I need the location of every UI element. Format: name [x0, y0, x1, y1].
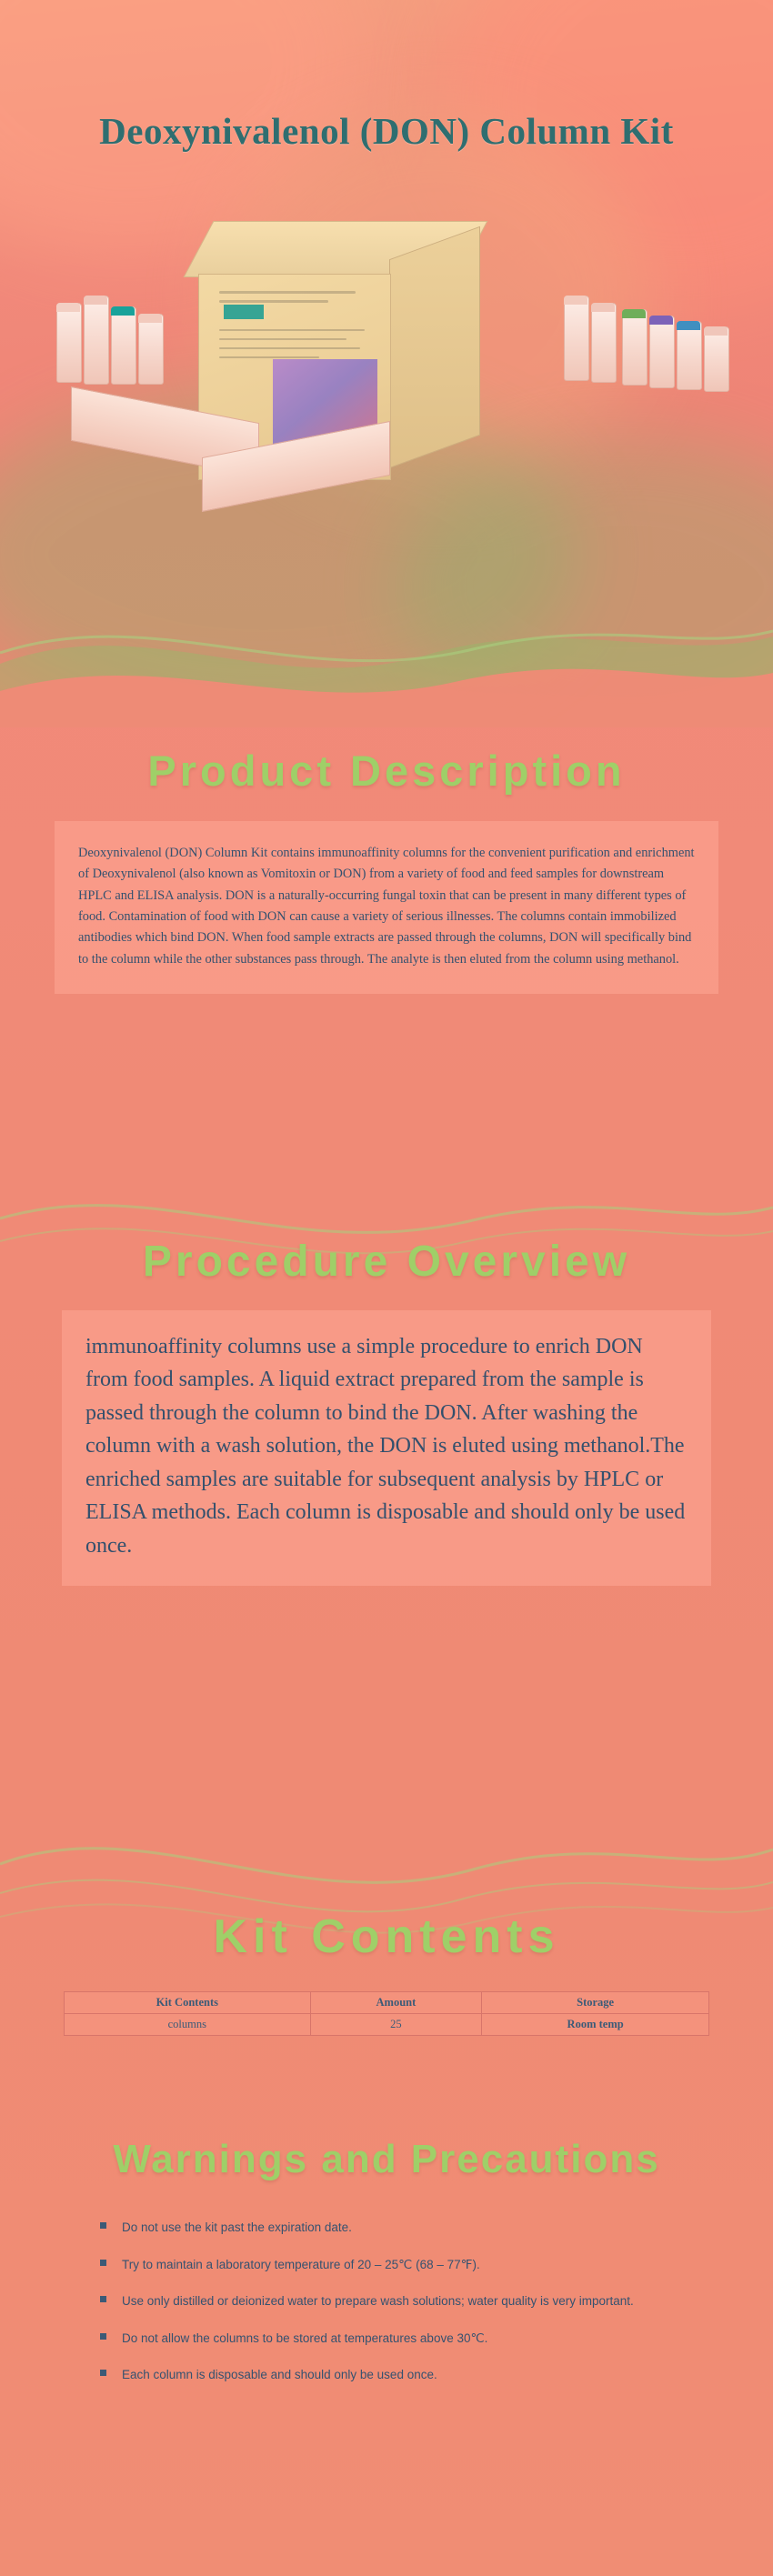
vial-cap	[111, 306, 135, 316]
vial-cap	[677, 321, 700, 330]
procedure-overview-section	[0, 1237, 773, 1586]
vial	[56, 303, 82, 383]
product-description-body: Deoxynivalenol (DON) Column Kit contains immunoaffinity columns for the convenient purification and enrichment of Deoxynivalenol (also known as Vomitoxin or DON) from a variety of food and feed samples for downstream HPLC and ELISA analysis. DON is a naturally-occurring fungal toxin that can be present in many different types of food. Contamination of food with DON can cause a variety of serious illnesses. The columns contain immobilized antibodies which bind DON. When food sample extracts are passed through the columns, DON will specifically bind to the column while the other substances pass through. The analyte is then eluted from the column using methanol.	[55, 821, 718, 994]
product-description-heading: Product Description	[147, 747, 626, 795]
vial-cap	[622, 309, 646, 318]
box-text-line	[219, 291, 356, 294]
vial-cap	[138, 314, 162, 323]
kit-contents-table	[64, 1991, 709, 2036]
kit-contents-heading: Kit Contents	[213, 1910, 560, 1963]
vial	[649, 316, 675, 388]
table-header-row	[65, 1992, 709, 2014]
hero-section	[0, 0, 773, 727]
table-header-cell: Storage	[482, 1992, 709, 2014]
kit-contents-section	[0, 1909, 773, 2036]
procedure-overview-heading: Procedure Overview	[142, 1238, 631, 1286]
vial-cap	[84, 296, 107, 305]
table-header-cell: Kit Contents	[65, 1992, 311, 2014]
table-cell-storage: Room temp	[482, 2014, 709, 2036]
box-text-line	[219, 329, 365, 331]
list-item: Do not allow the columns to be stored at temperatures above 30℃.	[100, 2330, 709, 2348]
warnings-list	[0, 2219, 773, 2384]
vial-cap	[56, 303, 80, 312]
list-item: Try to maintain a laboratory temperature of 20 – 25℃ (68 – 77℉).	[100, 2256, 709, 2274]
vial	[84, 296, 109, 385]
vial-cap	[564, 296, 587, 305]
vial	[564, 296, 589, 381]
vial	[591, 303, 617, 383]
vial	[138, 314, 164, 385]
warnings-section	[0, 2137, 773, 2403]
table-cell-amount: 25	[310, 2014, 482, 2036]
box-text-line	[219, 347, 360, 349]
box-text-line	[219, 338, 346, 340]
warnings-heading: Warnings and Precautions	[113, 2137, 660, 2181]
vial-cap	[649, 316, 673, 325]
vial-cap	[591, 303, 615, 312]
vial	[622, 309, 648, 386]
page-title: Deoxynivalenol (DON) Column Kit	[99, 110, 674, 152]
product-description-section	[0, 746, 773, 994]
list-item: Do not use the kit past the expiration date.	[100, 2219, 709, 2237]
table-header-cell: Amount	[310, 1992, 482, 2014]
box-side-face	[389, 226, 480, 468]
vial	[704, 326, 729, 392]
box-teal-tab	[224, 305, 264, 319]
vial	[677, 321, 702, 390]
hero-wave-divider	[0, 555, 773, 727]
vial	[111, 306, 136, 385]
procedure-overview-body: immunoaffinity columns use a simple procedure to enrich DON from food samples. A liquid extract prepared from the sample is passed through the column to bind the DON. After washing the column with a wash solution, the DON is eluted using methanol.The enriched samples are suitable for subsequent analysis by HPLC or ELISA methods. Each column is disposable and should only be used once.	[62, 1310, 711, 1586]
list-item: Each column is disposable and should only be used once.	[100, 2366, 709, 2384]
box-text-line	[219, 356, 319, 358]
vial-cap	[704, 326, 728, 336]
table-row	[65, 2014, 709, 2036]
table-cell-item: columns	[65, 2014, 311, 2036]
list-item: Use only distilled or deionized water to prepare wash solutions; water quality is very important.	[100, 2292, 709, 2310]
box-text-line	[219, 300, 328, 303]
product-photo	[0, 195, 773, 614]
